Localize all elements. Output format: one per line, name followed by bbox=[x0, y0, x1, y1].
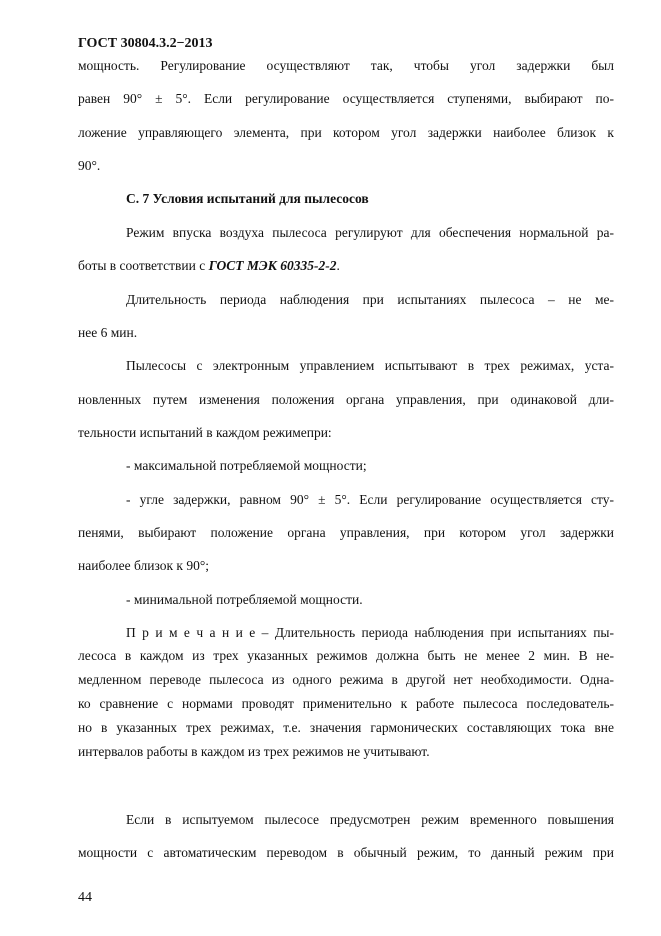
list-item: - угле задержки, равном 90° ± 5°. Если регулирование осуществляется сту- bbox=[126, 492, 614, 507]
list-item: - максимальной потребляемой мощности; bbox=[126, 458, 367, 473]
text-line: равен 90° ± 5°. Если регулирование осуществляется ступенями, выбирают по- bbox=[78, 91, 614, 106]
text-line: лесоса в каждом из трех указанных режимов должна быть не менее 2 мин. В не- bbox=[78, 648, 614, 663]
text-line bbox=[78, 258, 614, 274]
text-line: медленном переводе пылесоса из одного режима в другой нет необходимости. Одна- bbox=[78, 672, 614, 687]
text-line: Пылесосы с электронным управлением испытывают в трех режимах, уста- bbox=[126, 358, 614, 373]
text-line: ко сравнение с нормами проводят применительно к работе пылесоса последователь- bbox=[78, 696, 614, 711]
text-line: интервалов работы в каждом из трех режимов не учитывают. bbox=[78, 744, 430, 759]
text-line: мощность. Регулирование осуществляют так, чтобы угол задержки был bbox=[78, 58, 614, 73]
standard-reference: ГОСТ МЭК 60335-2-2 bbox=[208, 258, 337, 273]
note-line bbox=[126, 625, 614, 641]
list-item: - минимальной потребляемой мощности. bbox=[126, 592, 363, 607]
text-line: Если в испытуемом пылесосе предусмотрен режим временного повышения bbox=[126, 812, 614, 827]
text-line: 90°. bbox=[78, 158, 101, 173]
text-fragment: . bbox=[336, 258, 340, 273]
text-line: пенями, выбирают положение органа управления, при котором угол задержки bbox=[78, 525, 614, 540]
note-label: П р и м е ч а н и е bbox=[126, 625, 256, 640]
text-line: мощности с автоматическим переводом в обычный режим, то данный режим при bbox=[78, 845, 614, 860]
text-fragment: боты в соответствии с bbox=[78, 258, 209, 273]
text-line: Длительность периода наблюдения при испытаниях пылесоса – не ме- bbox=[126, 292, 614, 307]
page-number: 44 bbox=[78, 890, 92, 905]
text-line: нее 6 мин. bbox=[78, 325, 138, 340]
text-line: тельности испытаний в каждом режимепри: bbox=[78, 425, 332, 440]
text-fragment: – Длительность периода наблюдения при испытаниях пы- bbox=[255, 625, 614, 640]
text-line: ложение управляющего элемента, при котором угол задержки наиболее близок к bbox=[78, 125, 614, 140]
text-line: Режим впуска воздуха пылесоса регулируют для обеспечения нормальной ра- bbox=[126, 225, 614, 240]
section-heading: С. 7 Условия испытаний для пылесосов bbox=[126, 191, 369, 206]
text-line: но в указанных трех режимах, т.е. значения гармонических составляющих тока вне bbox=[78, 720, 614, 735]
document-header: ГОСТ 30804.3.2−2013 bbox=[78, 36, 213, 51]
text-line: наиболее близок к 90°; bbox=[78, 558, 209, 573]
text-line: новленных путем изменения положения органа управления, при одинаковой дли- bbox=[78, 392, 614, 407]
